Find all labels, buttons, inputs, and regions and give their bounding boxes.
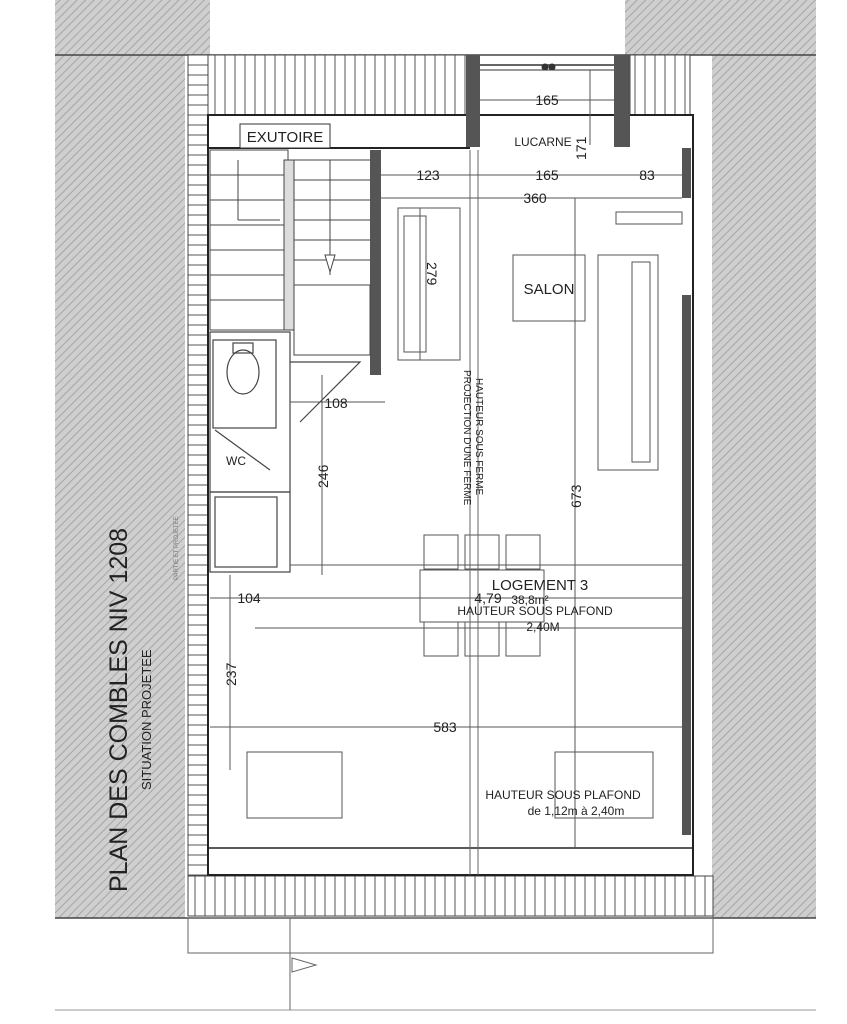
logement-height-line1: HAUTEUR SOUS PLAFOND	[457, 604, 613, 618]
logement-name: LOGEMENT 3	[491, 577, 589, 594]
dim-360: 360	[523, 190, 547, 206]
low-height-line2: de 1,12m à 2,40m	[527, 804, 625, 818]
dim-108: 108	[324, 395, 348, 411]
logement-height-line2: 2,40M	[526, 620, 560, 634]
dim-83: 83	[639, 167, 655, 183]
top-right-gutter-strip	[630, 55, 690, 115]
dim-171: 171	[573, 136, 589, 160]
salon-label: SALON	[523, 281, 575, 298]
left-gutter-strip	[188, 55, 208, 885]
staircase	[210, 150, 370, 355]
dim-479: 4,79	[474, 590, 502, 606]
bottom-gutter-strip	[188, 876, 713, 916]
dim-246: 246	[315, 464, 331, 488]
lucarne-label: LUCARNE	[514, 135, 572, 149]
tiny-note: PARTIE ET PROJETEE	[174, 516, 180, 580]
plan-subtitle: SITUATION PROJETEE	[139, 649, 154, 790]
dim-123: 123	[416, 167, 440, 183]
dim-673: 673	[568, 484, 584, 508]
dormer-window	[480, 64, 614, 70]
neighbour-zones	[55, 0, 816, 1010]
top-gutter-strip	[208, 55, 468, 115]
wc-label: WC	[226, 454, 246, 468]
exutoire-label: EXUTOIRE	[246, 129, 324, 146]
plan-title: PLAN DES COMBLES NIV 1208	[105, 527, 133, 892]
logement-area: 38,8m²	[511, 593, 549, 607]
ferme-projection-label: PROJECTION D'UNE FERME	[461, 370, 472, 506]
dim-279: 279	[424, 262, 440, 286]
dim-165-mid: 165	[535, 167, 559, 183]
low-height-line1: HAUTEUR SOUS PLAFOND	[485, 788, 641, 802]
dim-104: 104	[237, 590, 261, 606]
wc-room	[210, 332, 360, 572]
lower-railing	[188, 918, 713, 1010]
roof-truss-projection	[470, 150, 478, 875]
outer-walls	[208, 115, 693, 875]
dim-165-top: 165	[535, 92, 559, 108]
dim-583: 583	[433, 719, 457, 735]
ferme-height-label: HAUTEUR SOUS FERME	[473, 378, 484, 496]
dim-237: 237	[223, 662, 239, 686]
